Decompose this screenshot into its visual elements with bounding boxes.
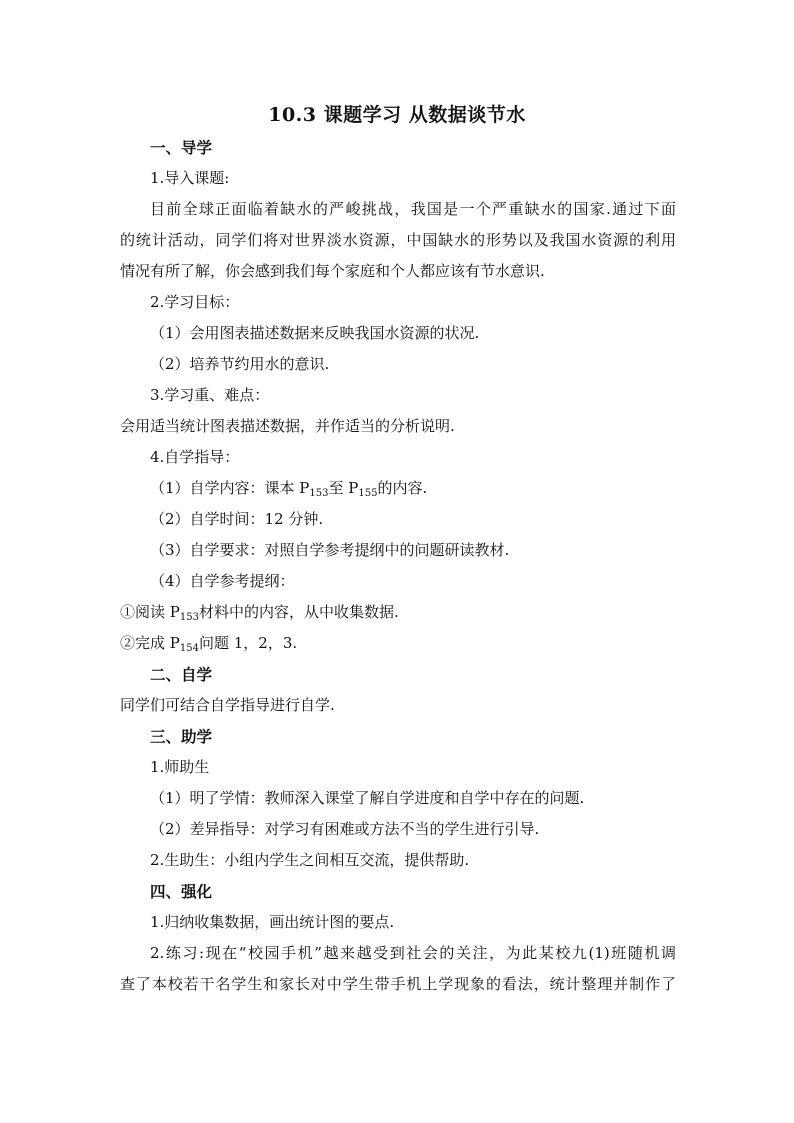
- outline-item-1-text-a: ①阅读 P: [120, 603, 180, 621]
- assist-item-1-1: （1）明了学情：教师深入课堂了解自学进度和自学中存在的问题.: [150, 789, 585, 807]
- section-heading-reinforce: 四、强化: [150, 882, 213, 901]
- outline-item-1: [120, 597, 676, 628]
- reinforce-item-2-line-2: 查了本校若干名学生和家长对中学生带手机上学现象的看法，统计整理并制作了: [120, 975, 676, 993]
- guide-item-4: （4）自学参考提纲：: [150, 572, 295, 590]
- self-study-text: 同学们可结合自学指导进行自学.: [120, 696, 335, 714]
- reinforce-item-1: 1.归纳收集数据，画出统计图的要点.: [150, 913, 395, 931]
- goal-item-1: （1）会用图表描述数据来反映我国水资源的状况.: [150, 324, 480, 342]
- document-body: [120, 132, 676, 1000]
- outline-2-subscript: 154: [179, 643, 199, 654]
- self-study-guide-label: 4.自学指导：: [150, 448, 240, 466]
- outline-item-2-text-a: ②完成 P: [120, 634, 180, 652]
- guide-item-2: （2）自学时间：12 分钟.: [150, 510, 324, 528]
- key-points-label: 3.学习重、难点：: [150, 386, 270, 404]
- assist-item-1-2: （2）差异指导：对学习有困难或方法不当的学生进行引导.: [150, 820, 540, 838]
- outline-item-2: [120, 628, 676, 659]
- intro-paragraph-line-3: 情况有所了解，你会感到我们每个家庭和个人都应该有节水意识.: [120, 262, 545, 280]
- guide-item-1-text-b: 至 P: [328, 479, 359, 497]
- section-heading-assist: 三、助学: [150, 727, 213, 746]
- page-title: 10.3 课题学习 从数据谈节水: [268, 104, 526, 126]
- assist-item-1: 1.师助生: [150, 758, 210, 776]
- assist-item-2: 2.生助生：小组内学生之间相互交流，提供帮助.: [150, 851, 470, 869]
- outline-item-2-text-b: 问题 1，2，3.: [198, 634, 298, 652]
- intro-label: 1.导入课题:: [150, 169, 230, 187]
- reinforce-item-2-line-1: 2.练习:现在“校园手机”越来越受到社会的关注，为此某校九(1)班随机调: [150, 944, 676, 962]
- guide-item-1: [120, 473, 676, 504]
- key-points-text: 会用适当统计图表描述数据，并作适当的分析说明.: [120, 417, 455, 435]
- goals-label: 2.学习目标：: [150, 293, 240, 311]
- page-subscript-1: 153: [309, 488, 329, 499]
- section-heading-self-study: 二、自学: [150, 665, 213, 684]
- outline-1-subscript: 153: [179, 612, 199, 623]
- intro-paragraph-line-1: 目前全球正面临着缺水的严峻挑战，我国是一个严重缺水的国家.通过下面: [150, 200, 676, 218]
- guide-item-1-text-a: （1）自学内容：课本 P: [150, 479, 310, 497]
- outline-item-1-text-b: 材料中的内容，从中收集数据.: [198, 603, 399, 621]
- goal-item-2: （2）培养节约用水的意识.: [150, 355, 330, 373]
- section-heading-guide: 一、导学: [150, 138, 213, 157]
- guide-item-3: （3）自学要求：对照自学参考提纲中的问题研读教材.: [150, 541, 510, 559]
- guide-item-1-text-c: 的内容.: [377, 479, 428, 497]
- page-subscript-2: 155: [358, 488, 378, 499]
- intro-paragraph-line-2: 的统计活动，同学们将对世界淡水资源，中国缺水的形势以及我国水资源的利用: [120, 231, 676, 249]
